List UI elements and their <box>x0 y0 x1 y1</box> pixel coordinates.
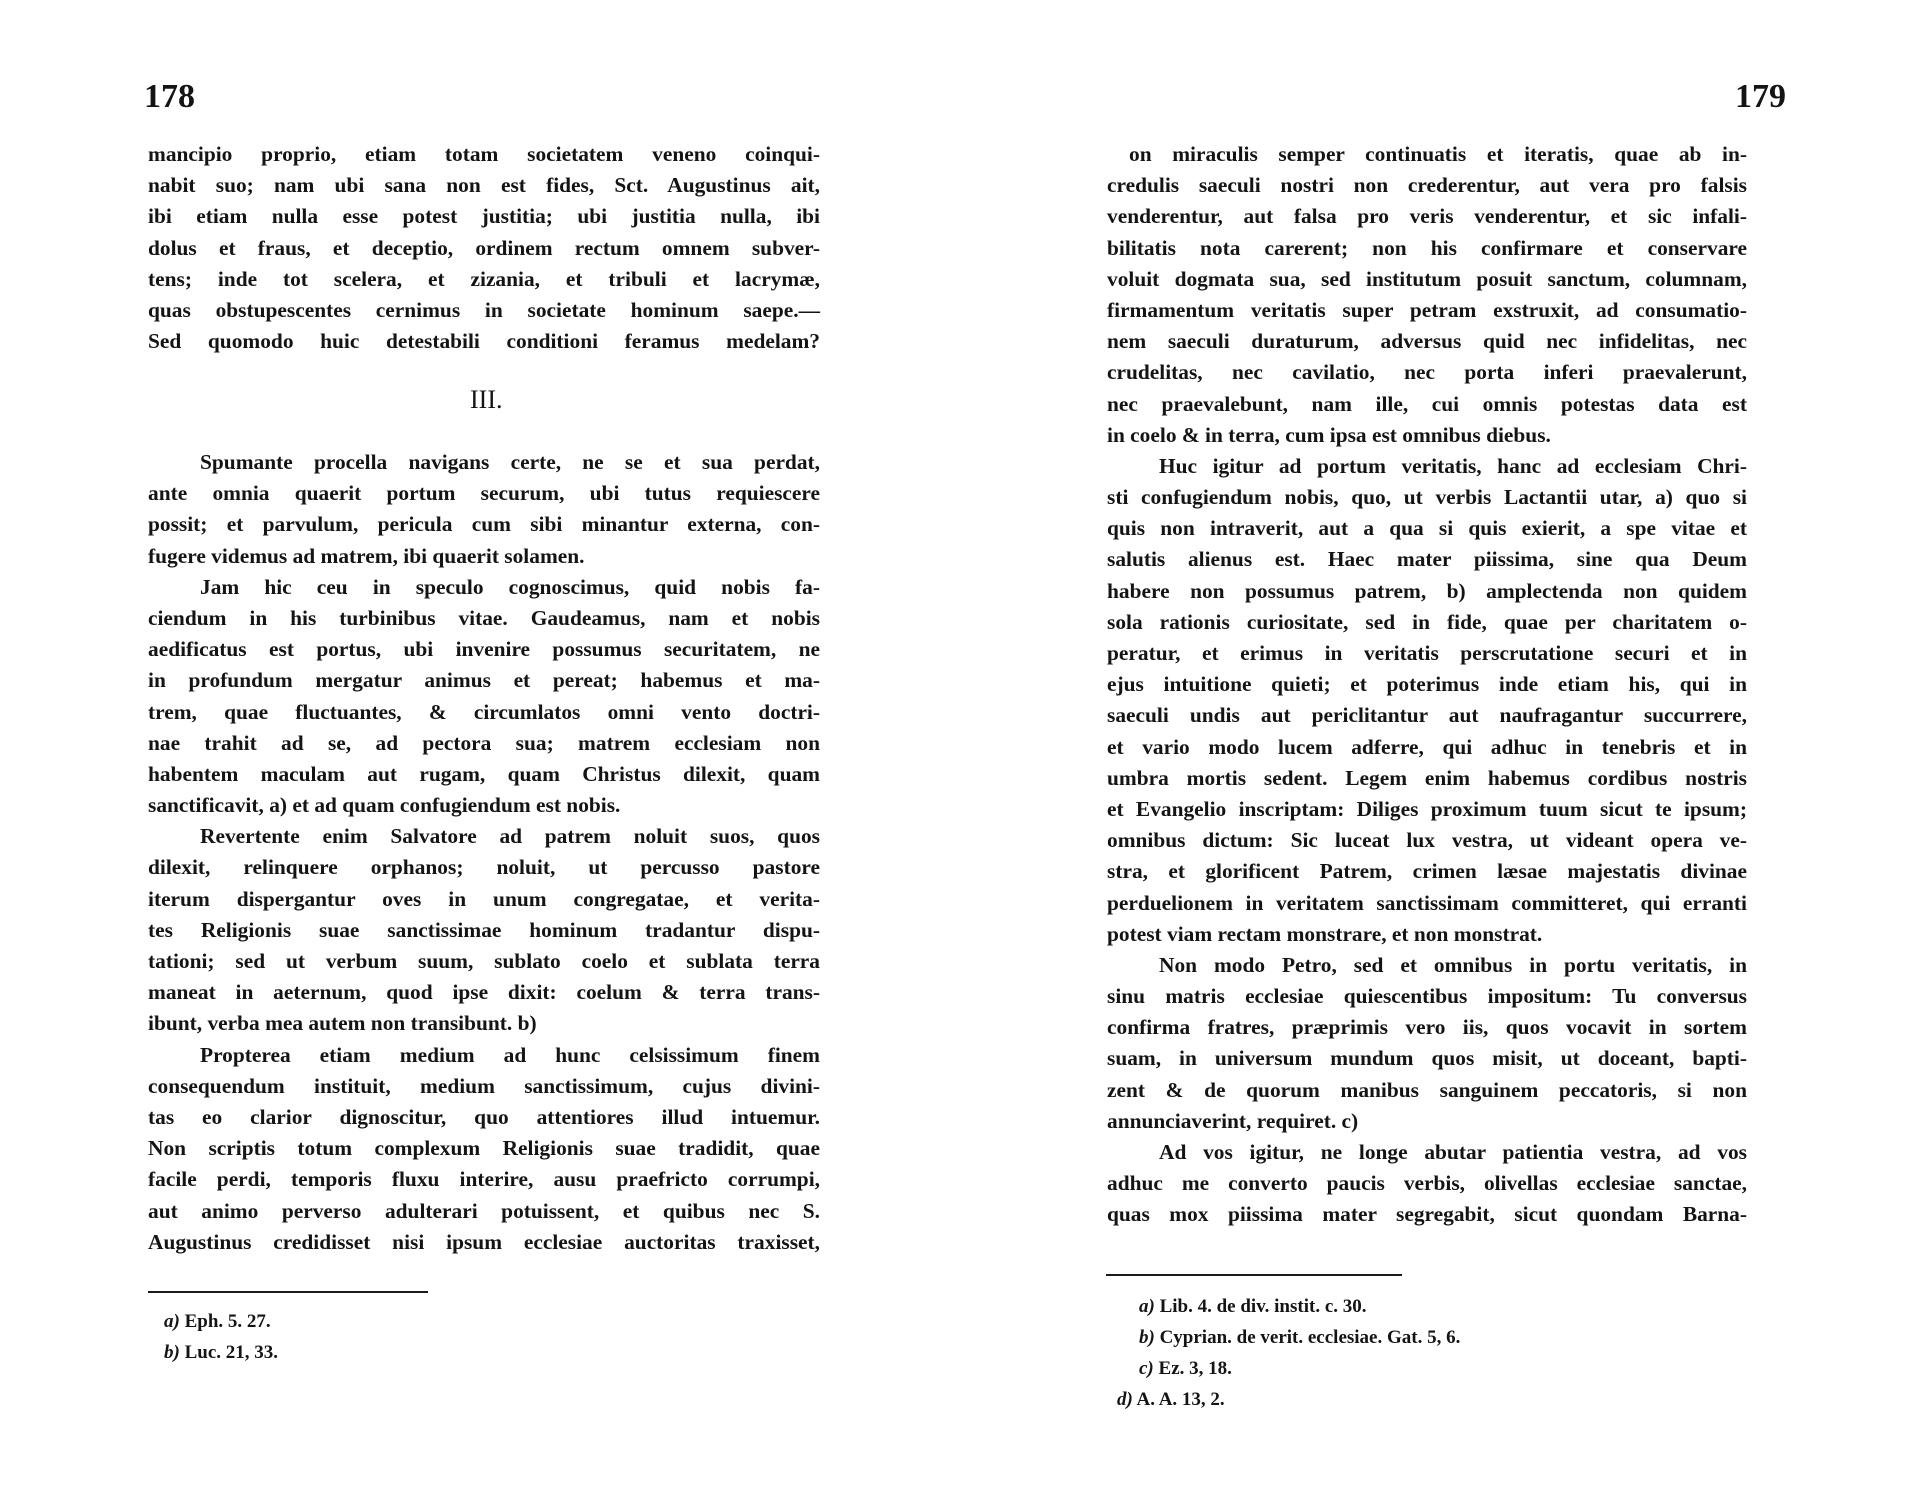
text-line: nec praevalebunt, nam ille, cui omnis potestas data est <box>1107 391 1747 416</box>
footnotes <box>1117 1291 1460 1415</box>
text-line: confirma fratres, præprimis vero iis, quos vocavit in sortem <box>1107 1015 1747 1040</box>
footnote-marker: a) <box>1139 1296 1155 1317</box>
text-line: venderentur, aut falsa pro veris venderentur, et sic infali- <box>1107 204 1747 229</box>
text-line: firmamentum veritatis super petram exstruxit, ad consumatio- <box>1107 297 1747 322</box>
text-line: dilexit, relinquere orphanos; noluit, ut percusso pastore <box>148 855 820 880</box>
text-line: perduelionem in veritatem sanctissimam committeret, qui erranti <box>1107 890 1747 915</box>
text-line: voluit dogmata sua, sed institutum posuit sanctum, columnam, <box>1107 266 1747 291</box>
text-line: sinu matris ecclesiae quiescentibus impositum: Tu conversus <box>1107 984 1747 1009</box>
footnote-rule <box>148 1291 428 1293</box>
text-line: Jam hic ceu in speculo cognoscimus, quid nobis fa- <box>200 574 820 599</box>
text-line: quas mox piissima mater segregabit, sicut quondam Barna- <box>1107 1202 1747 1227</box>
page-number: 179 <box>1735 78 1786 115</box>
text-line: fugere videmus ad matrem, ibi quaerit solamen. <box>148 543 585 568</box>
footnote-marker: b) <box>1139 1327 1155 1348</box>
text-line: facile perdi, temporis fluxu interire, ausu praefricto corrumpi, <box>148 1167 820 1192</box>
section-heading: III. <box>470 385 503 414</box>
text-line: in coelo & in terra, cum ipsa est omnibus diebus. <box>1107 422 1551 447</box>
text-line: tens; inde tot scelera, et zizania, et tribuli et lacrymæ, <box>148 266 820 291</box>
footnote <box>164 1337 278 1368</box>
text-line: crudelitas, nec cavilatio, nec porta inferi praevalerunt, <box>1107 360 1747 385</box>
text-line: sola rationis curiositate, sed in fide, quae per charitatem o- <box>1107 609 1747 634</box>
text-line: quis non intraverit, aut a qua si quis exierit, a spe vitae et <box>1107 516 1747 541</box>
text-line: stra, et glorificent Patrem, crimen læsae majestatis divinae <box>1107 859 1747 884</box>
footnote-marker: d) <box>1117 1389 1133 1410</box>
text-line: Huc igitur ad portum veritatis, hanc ad ecclesiam Chri- <box>1159 453 1747 478</box>
text-line: adhuc me converto paucis verbis, olivellas ecclesiae sanctae, <box>1107 1171 1747 1196</box>
text-line: trem, quae fluctuantes, & circumlatos omni vento doctri- <box>148 699 820 724</box>
text-line: bilitatis nota carerent; non his confirmare et conservare <box>1107 235 1747 260</box>
page-number: 178 <box>144 78 195 115</box>
text-line: consequendum instituit, medium sanctissimum, cujus divini- <box>148 1073 820 1098</box>
footnote-marker: b) <box>164 1342 180 1363</box>
text-line: potest viam rectam monstrare, et non monstrat. <box>1107 921 1543 946</box>
footnote <box>164 1306 278 1337</box>
text-line: peratur, et erimus in veritatis perscrutatione securi et in <box>1107 641 1747 665</box>
text-line: Ad vos igitur, ne longe abutar patientia vestra, ad vos <box>1159 1140 1747 1164</box>
text-line: quas obstupescentes cernimus in societate hominum saepe.— <box>148 297 820 322</box>
text-block-top <box>148 139 820 357</box>
text-line: credulis saeculi nostri non crederentur, aut vera pro falsis <box>1107 173 1747 198</box>
footnote-text: Eph. 5. 27. <box>184 1311 271 1332</box>
text-line: ibunt, verba mea autem non transibunt. b) <box>148 1011 537 1036</box>
footnote <box>1117 1353 1460 1384</box>
text-line: zent & de quorum manibus sanguinem peccatoris, si non <box>1107 1077 1747 1102</box>
text-line: saeculi undis aut periclitantur aut naufragantur succurrere, <box>1107 703 1747 728</box>
footnote-rule <box>1106 1274 1402 1276</box>
footnote-marker: a) <box>164 1311 180 1332</box>
footnote-text: Lib. 4. de div. instit. c. 30. <box>1159 1296 1367 1317</box>
footnote-text: Cyprian. de verit. ecclesiae. Gat. 5, 6. <box>1159 1327 1461 1348</box>
text-line: salutis alienus est. Haec mater piissima, sine qua Deum <box>1107 547 1747 572</box>
text-line: aedificatus est portus, ubi invenire possumus securitatem, ne <box>148 637 820 662</box>
text-line: aut animo perverso adulterari potuissent, et quibus nec S. <box>148 1198 820 1223</box>
text-line: ante omnia quaerit portum securum, ubi tutus requiescere <box>148 481 820 506</box>
text-block-body <box>148 447 820 1258</box>
text-line: habere non possumus patrem, b) amplectenda non quidem <box>1107 578 1747 603</box>
footnote-text: Luc. 21, 33. <box>184 1342 279 1363</box>
footnotes <box>164 1306 278 1368</box>
text-line: Augustinus credidisset nisi ipsum ecclesiae auctoritas traxisset, <box>148 1229 820 1254</box>
text-line: tas eo clarior dignoscitur, quo attentiores illud intuemur. <box>148 1104 820 1129</box>
footnote-text: A. A. 13, 2. <box>1136 1389 1225 1410</box>
footnote-text: Ez. 3, 18. <box>1158 1358 1232 1379</box>
text-line: ciendum in his turbinibus vitae. Gaudeamus, nam et nobis <box>148 605 820 630</box>
text-line: et Evangelio inscriptam: Diliges proximum tuum sicut te ipsum; <box>1107 796 1747 821</box>
text-line: Spumante procella navigans certe, ne se et sua perdat, <box>200 450 820 474</box>
text-line: ejus intuitione quieti; et poterimus inde etiam his, qui in <box>1107 672 1747 697</box>
text-line: tationi; sed ut verbum suum, sublato coelo et sublata terra <box>148 949 820 973</box>
text-line: nae trahit ad se, ad pectora sua; matrem ecclesiam non <box>148 730 820 755</box>
text-line: Non modo Petro, sed et omnibus in portu veritatis, in <box>1159 952 1747 977</box>
footnote <box>1117 1384 1460 1415</box>
text-line: annunciaverint, requiret. c) <box>1107 1108 1359 1133</box>
text-block <box>1107 139 1747 1231</box>
text-line: nem saeculi duraturum, adversus quid nec infidelitas, nec <box>1107 329 1747 354</box>
footnote <box>1117 1291 1460 1322</box>
text-line: sanctificavit, a) et ad quam confugiendum est nobis. <box>148 793 621 818</box>
text-line: possit; et parvulum, pericula cum sibi minantur externa, con- <box>148 512 820 537</box>
text-line: Propterea etiam medium ad hunc celsissimum finem <box>200 1042 820 1067</box>
text-line: Revertente enim Salvatore ad patrem noluit suos, quos <box>200 824 820 849</box>
text-line: mancipio proprio, etiam totam societatem veneno coinqui- <box>148 142 820 166</box>
text-line: in profundum mergatur animus et pereat; habemus et ma- <box>148 668 820 693</box>
text-line: et vario modo lucem adferre, qui adhuc in tenebris et in <box>1107 734 1747 759</box>
text-line: iterum dispergantur oves in unum congregatae, et verita- <box>148 886 820 911</box>
text-line: Sed quomodo huic detestabili conditioni feramus medelam? <box>148 329 820 354</box>
text-line: habentem maculam aut rugam, quam Christus dilexit, quam <box>148 761 820 786</box>
text-line: Non scriptis totum complexum Religionis suae tradidit, quae <box>148 1136 820 1161</box>
footnote-marker: c) <box>1139 1358 1154 1379</box>
text-line: umbra mortis sedent. Legem enim habemus cordibus nostris <box>1107 765 1747 790</box>
text-line: maneat in aeternum, quod ipse dixit: coelum & terra trans- <box>148 980 820 1005</box>
text-line: tes Religionis suae sanctissimae hominum tradantur dispu- <box>148 917 820 942</box>
text-line: suam, in universum mundum quos misit, ut doceant, bapti- <box>1107 1046 1747 1071</box>
text-line: nabit suo; nam ubi sana non est fides, Sct. Augustinus ait, <box>148 173 820 198</box>
text-line: on miraculis semper continuatis et iteratis, quae ab in- <box>1129 142 1747 166</box>
text-line: ibi etiam nulla esse potest justitia; ubi justitia nulla, ibi <box>148 204 820 229</box>
footnote <box>1117 1322 1460 1353</box>
text-line: sti confugiendum nobis, quo, ut verbis Lactantii utar, a) quo si <box>1107 485 1747 510</box>
text-line: dolus et fraus, et deceptio, ordinem rectum omnem subver- <box>148 235 820 260</box>
text-line: omnibus dictum: Sic luceat lux vestra, ut videant opera ve- <box>1107 828 1747 853</box>
